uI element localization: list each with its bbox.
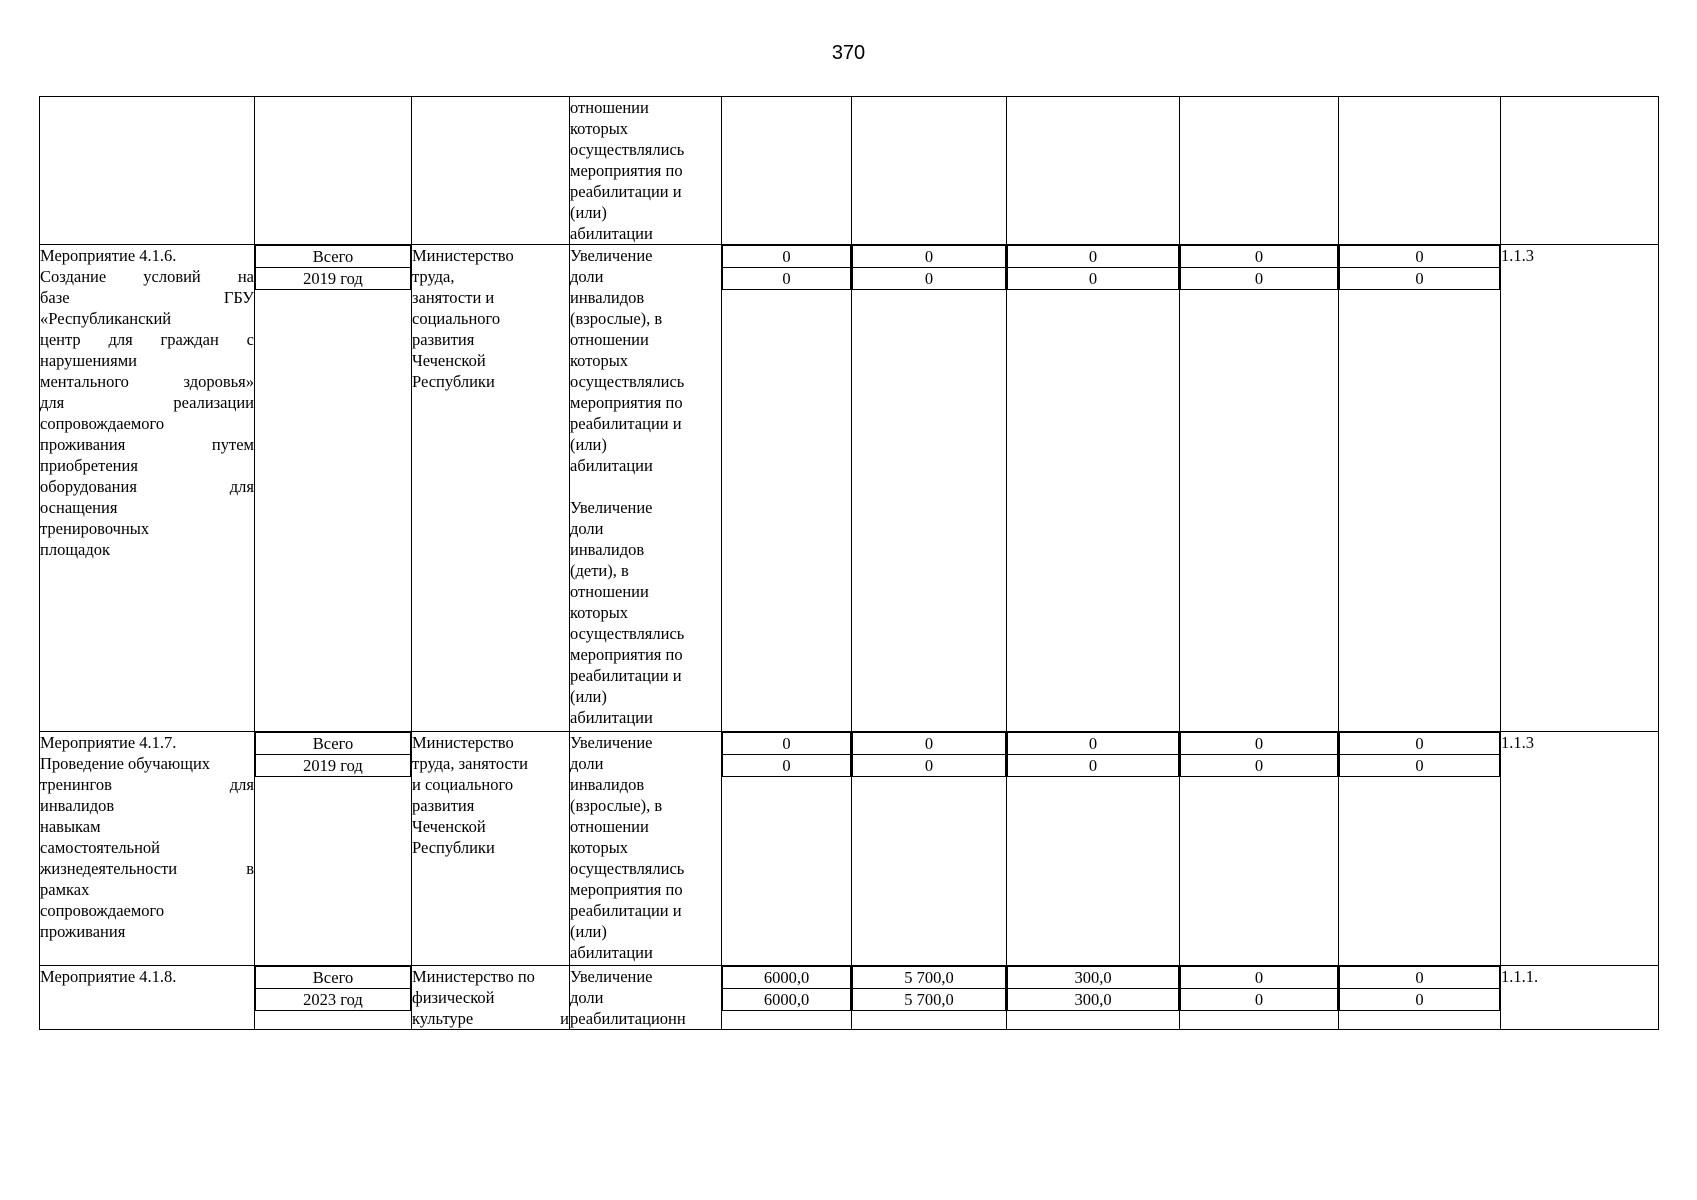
value-year: 0 [1340,989,1500,1011]
empty-cell [412,97,570,245]
funding-value-list [1339,245,1500,290]
activity-name-cell [40,245,255,732]
indicator-line: абилитации [570,456,653,475]
funding-value-list [722,966,851,1011]
activity-name-line: центр для граждан с [40,330,254,349]
funding-value-cell [1007,245,1180,732]
indicator-line: доли [570,754,604,773]
activity-name-line: оборудования для [40,477,254,496]
target-code-cell: 1.1.1. [1501,966,1659,1030]
table-row [40,245,1659,732]
value-total: 0 [1181,733,1338,755]
funding-value-cell [1339,966,1501,1030]
executor-line: физической [412,988,495,1007]
funding-value-list [852,966,1006,1011]
funding-value-cell [1339,732,1501,966]
indicator-line: реабилитации и [570,901,682,920]
indicator-cell [570,245,722,732]
value-year: 0 [853,755,1006,777]
indicator-line: инвалидов [570,775,645,794]
activity-name-line: тренингов для [40,775,254,794]
executor-line: Республики [412,372,495,391]
activity-name-line: сопровождаемого [40,414,165,433]
value-total: Всего [256,246,411,268]
value-total: 0 [723,733,851,755]
value-total: 0 [1340,967,1500,989]
indicator-line: абилитации [570,943,653,962]
executor-line: Чеченской [412,351,486,370]
indicator-line: (дети), в [570,561,629,580]
executor-line: занятости и [412,288,495,307]
activity-name-line: жизнедеятельности в [40,859,254,878]
indicator-line: которых [570,351,629,370]
indicator-line [570,476,721,497]
indicator-cell [570,966,722,1030]
indicator-line: доли [570,519,604,538]
period-cell [255,245,412,732]
executor-line: Министерство [412,246,514,265]
activity-name-line: базе ГБУ [40,288,254,307]
funding-value-cell [722,245,852,732]
value-year: 2019 год [256,755,411,777]
funding-value-list [1180,966,1338,1011]
value-total: Всего [256,733,411,755]
funding-value-list [722,732,851,777]
indicator-line: мероприятия по [570,393,683,412]
indicator-line: (или) [570,435,607,454]
activity-name-line: площадок [40,540,111,559]
value-total: 0 [723,246,851,268]
activity-name-line: Создание условий на [40,267,254,286]
activity-name-line: рамках [40,880,90,899]
indicator-line: абилитации [570,708,653,727]
indicator-line: (или) [570,203,607,222]
funding-value-cell [1180,245,1339,732]
empty-cell [1501,97,1659,245]
funding-value-cell [852,732,1007,966]
period-cell [255,732,412,966]
value-total: 0 [1008,733,1179,755]
empty-cell [722,97,852,245]
value-year: 0 [1340,755,1500,777]
executor-line: Республики [412,838,495,857]
activity-name-line: оснащения [40,498,118,517]
empty-cell [852,97,1007,245]
activity-name-line: Мероприятие 4.1.8. [40,967,177,986]
period-cell [255,966,412,1030]
indicator-line: отношении [570,330,649,349]
value-total: 0 [1340,733,1500,755]
executor-cell [412,732,570,966]
value-year: 0 [723,755,851,777]
indicator-line: инвалидов [570,288,645,307]
period-list [255,732,411,777]
executor-cell [412,966,570,1030]
indicator-line: осуществлялись [570,624,685,643]
activity-name-line: для реализации [40,393,254,412]
funding-value-list [722,245,851,290]
indicator-line: (или) [570,687,607,706]
funding-value-cell [1007,732,1180,966]
indicator-line: мероприятия по [570,645,683,664]
value-total: 0 [1008,246,1179,268]
funding-value-list [1339,732,1500,777]
activity-name-line: ментального здоровья» [40,372,254,391]
table-row-continued [40,97,1659,245]
executor-line: труда, занятости [412,754,528,773]
executor-line: и социального [412,775,514,794]
period-list [255,245,411,290]
indicator-line: инвалидов [570,540,645,559]
activity-name-line: проживания [40,922,126,941]
funding-value-list [1007,732,1179,777]
activity-name-line: проживания путем [40,435,254,454]
value-total: 0 [1181,246,1338,268]
value-year: 0 [1181,989,1338,1011]
indicator-line: (или) [570,922,607,941]
indicator-line: реабилитации и [570,414,682,433]
empty-cell [1180,97,1339,245]
indicator-line: осуществлялись [570,859,685,878]
value-year: 6000,0 [723,989,851,1011]
value-year: 2023 год [256,989,411,1011]
value-year: 300,0 [1008,989,1179,1011]
value-year: 5 700,0 [853,989,1006,1011]
indicator-line: реабилитации и [570,182,682,201]
funding-value-cell [722,966,852,1030]
indicator-line: которых [570,603,629,622]
indicator-line: мероприятия по [570,880,683,899]
indicator-line: доли [570,988,604,1007]
indicator-line: осуществлялись [570,372,685,391]
funding-value-list [1007,245,1179,290]
executor-line: развития [412,796,475,815]
value-total: 5 700,0 [853,967,1006,989]
empty-cell [40,97,255,245]
value-total: 300,0 [1008,967,1179,989]
indicator-line: абилитации [570,224,653,243]
value-year: 0 [1008,268,1179,290]
activity-name-cell [40,732,255,966]
activity-name-cell [40,966,255,1030]
indicator-line: осуществлялись [570,140,685,159]
table-row [40,732,1659,966]
indicator-line: мероприятия по [570,161,683,180]
indicator-line: (взрослые), в [570,796,663,815]
activity-name-line: Мероприятие 4.1.6. [40,246,177,265]
indicator-line: которых [570,838,629,857]
indicator-line: отношении [570,98,649,117]
indicator-line: Увеличение [570,498,653,517]
indicator-line: доли [570,267,604,286]
funding-value-cell [1180,732,1339,966]
activity-name-line: тренировочных [40,519,150,538]
executor-line: Чеченской [412,817,486,836]
funding-value-cell [852,245,1007,732]
value-total: Всего [256,967,411,989]
value-year: 0 [853,268,1006,290]
value-total: 0 [1181,967,1338,989]
target-code-cell: 1.1.3 [1501,245,1659,732]
value-year: 0 [1008,755,1179,777]
indicator-line: Увеличение [570,733,653,752]
executor-line: культуре и [412,1009,569,1028]
indicator-line: отношении [570,582,649,601]
executor-line: социального [412,309,501,328]
funding-value-list [852,245,1006,290]
funding-value-cell [722,732,852,966]
indicator-line: реабилитационн [570,1009,686,1028]
activity-name-line: сопровождаемого [40,901,165,920]
empty-cell [1339,97,1501,245]
activity-name-line: инвалидов [40,796,115,815]
funding-value-list [1339,966,1500,1011]
indicator-line: которых [570,119,629,138]
value-year: 0 [1340,268,1500,290]
value-year: 0 [1181,268,1338,290]
period-list [255,966,411,1011]
activity-name-line: Проведение обучающих [40,754,211,773]
value-year: 2019 год [256,268,411,290]
value-total: 0 [853,246,1006,268]
activity-name-line: нарушениями [40,351,137,370]
funding-value-cell [852,966,1007,1030]
value-year: 0 [1181,755,1338,777]
funding-value-cell [1007,966,1180,1030]
empty-cell [255,97,412,245]
funding-value-cell [1339,245,1501,732]
executor-line: Министерство [412,733,514,752]
activity-name-line: Мероприятие 4.1.7. [40,733,177,752]
indicator-line: Увеличение [570,246,653,265]
table-row [40,966,1659,1030]
activity-name-line: самостоятельной [40,838,160,857]
value-total: 6000,0 [723,967,851,989]
funding-value-list [1180,732,1338,777]
activities-table [39,96,1659,1030]
indicator-line: реабилитации и [570,666,682,685]
page-number: 370 [831,42,866,64]
indicator-cell [570,732,722,966]
executor-line: Министерство по [412,967,535,986]
target-code-cell: 1.1.3 [1501,732,1659,966]
executor-cell [412,245,570,732]
funding-value-list [852,732,1006,777]
funding-value-list [1180,245,1338,290]
activity-name-line: навыкам [40,817,101,836]
indicator-line: отношении [570,817,649,836]
executor-line: труда, [412,267,455,286]
funding-value-cell [1180,966,1339,1030]
value-total: 0 [853,733,1006,755]
funding-value-list [1007,966,1179,1011]
activity-name-line: приобретения [40,456,138,475]
executor-line: развития [412,330,475,349]
activity-name-line: «Республиканский [40,309,172,328]
value-total: 0 [1340,246,1500,268]
indicator-line: (взрослые), в [570,309,663,328]
indicator-line: Увеличение [570,967,653,986]
empty-cell [1007,97,1180,245]
indicator-cell [570,97,722,245]
value-year: 0 [723,268,851,290]
